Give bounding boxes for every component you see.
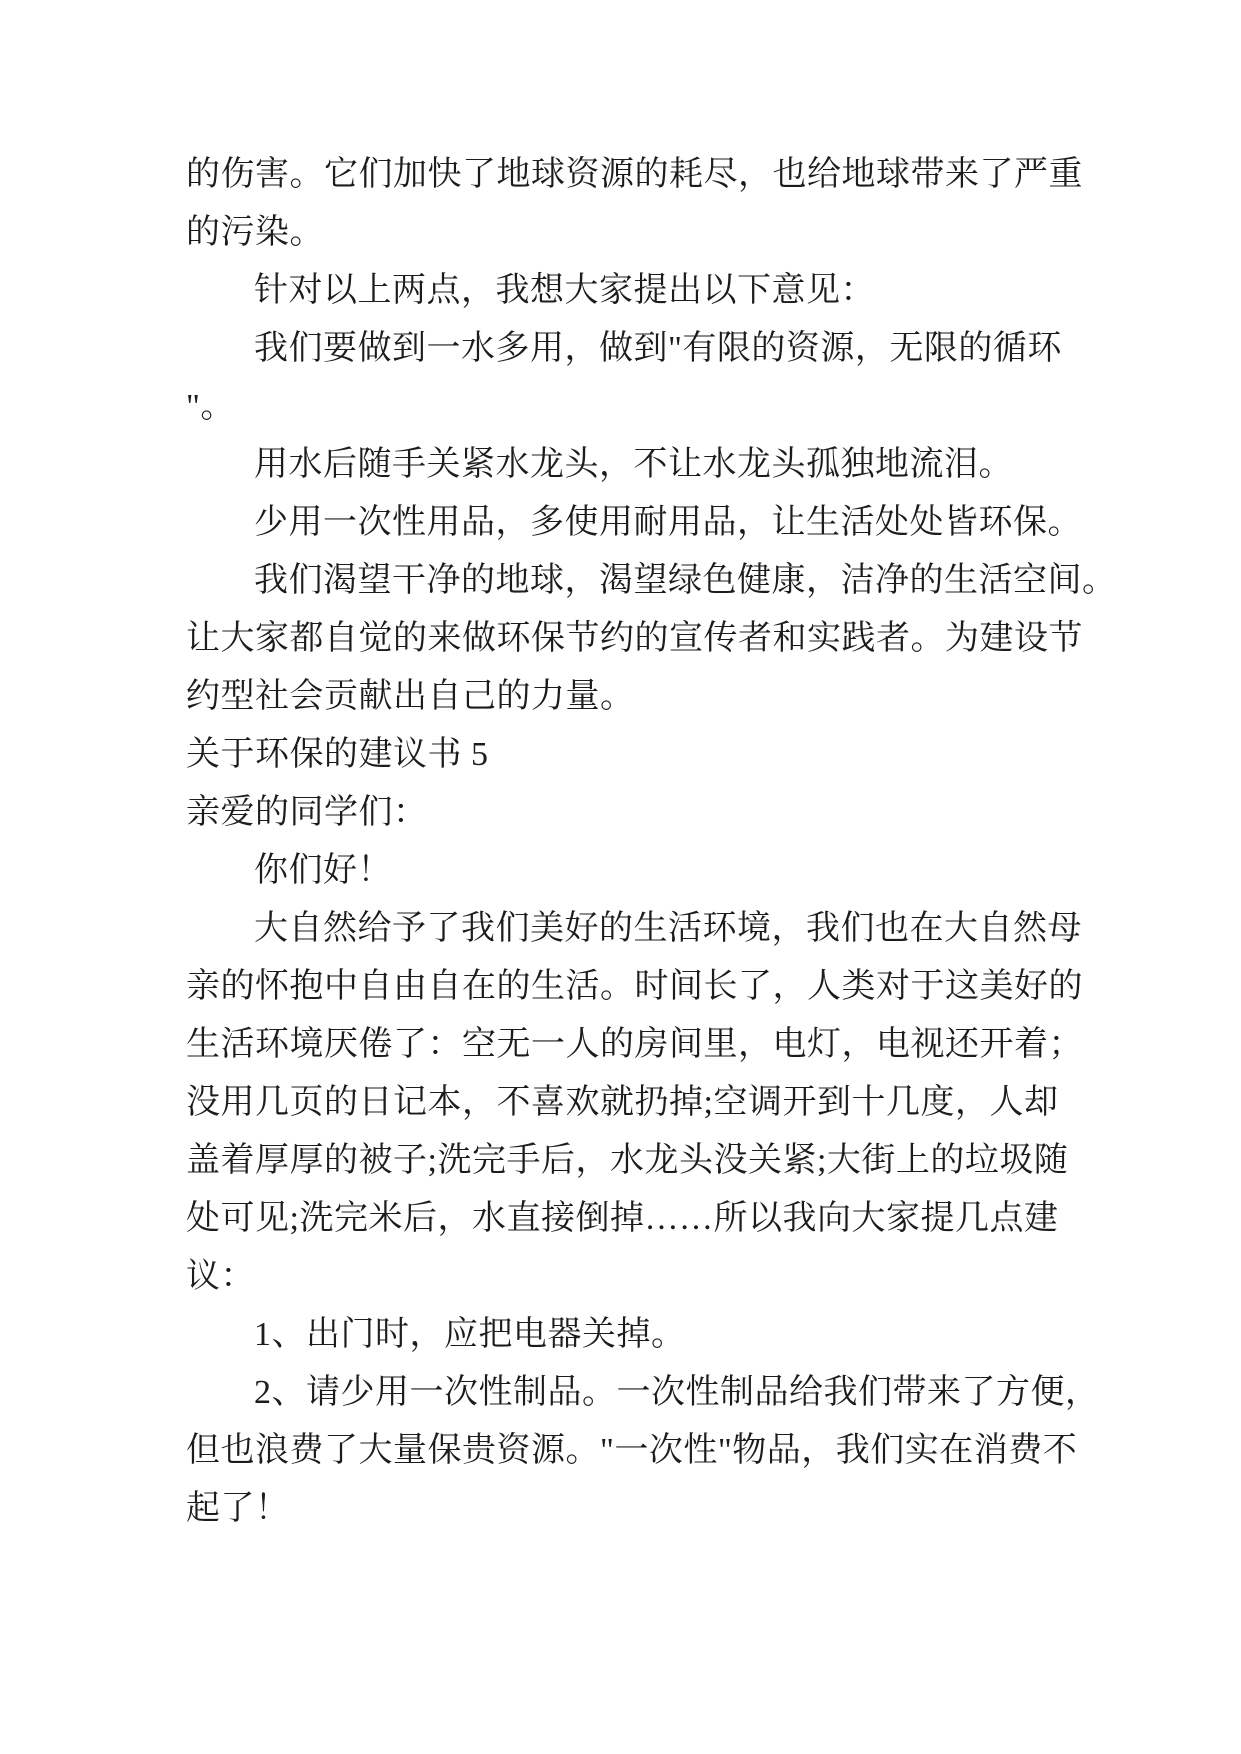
text-line: 我们渴望干净的地球，渴望绿色健康，洁净的生活空间。 [254,562,1117,599]
text-line: 盖着厚厚的被子;洗完手后，水龙头没关紧;大街上的垃圾随 [186,1142,1069,1179]
text-line: 我们要做到一水多用，做到"有限的资源，无限的循环 [254,330,1062,367]
text-line: 但也浪费了大量保贵资源。"一次性"物品，我们实在消费不 [186,1432,1078,1469]
text-line: 亲爱的同学们： [186,794,428,831]
text-line: 的污染。 [186,214,324,251]
text-line: 议： [186,1258,255,1295]
text-line: 大自然给予了我们美好的生活环境，我们也在大自然母 [254,910,1082,947]
text-line: 亲的怀抱中自由自在的生活。时间长了，人类对于这美好的 [186,968,1083,1005]
text-line: 没用几页的日记本，不喜欢就扔掉;空调开到十几度，人却 [186,1084,1059,1121]
text-line: 起了！ [186,1490,290,1527]
text-line: "。 [186,388,235,425]
text-line: 用水后随手关紧水龙头，不让水龙头孤独地流泪。 [254,446,1013,483]
text-line: 1、出门时，应把电器关掉。 [254,1316,686,1353]
text-line: 2、请少用一次性制品。一次性制品给我们带来了方便， [254,1374,1100,1411]
document-text [186,146,1117,1538]
text-line: 你们好！ [254,852,392,889]
section-heading: 关于环保的建议书 5 [186,736,489,773]
text-line: 约型社会贡献出自己的力量。 [186,678,635,715]
text-line: 生活环境厌倦了：空无一人的房间里，电灯，电视还开着； [186,1026,1083,1063]
text-line: 处可见;洗完米后，水直接倒掉……所以我向大家提几点建 [186,1200,1059,1237]
text-line: 让大家都自觉的来做环保节约的宣传者和实践者。为建设节 [186,620,1083,657]
text-line: 针对以上两点，我想大家提出以下意见： [254,272,875,309]
text-line: 的伤害。它们加快了地球资源的耗尽，也给地球带来了严重 [186,156,1083,193]
text-line: 少用一次性用品，多使用耐用品，让生活处处皆环保。 [254,504,1082,541]
